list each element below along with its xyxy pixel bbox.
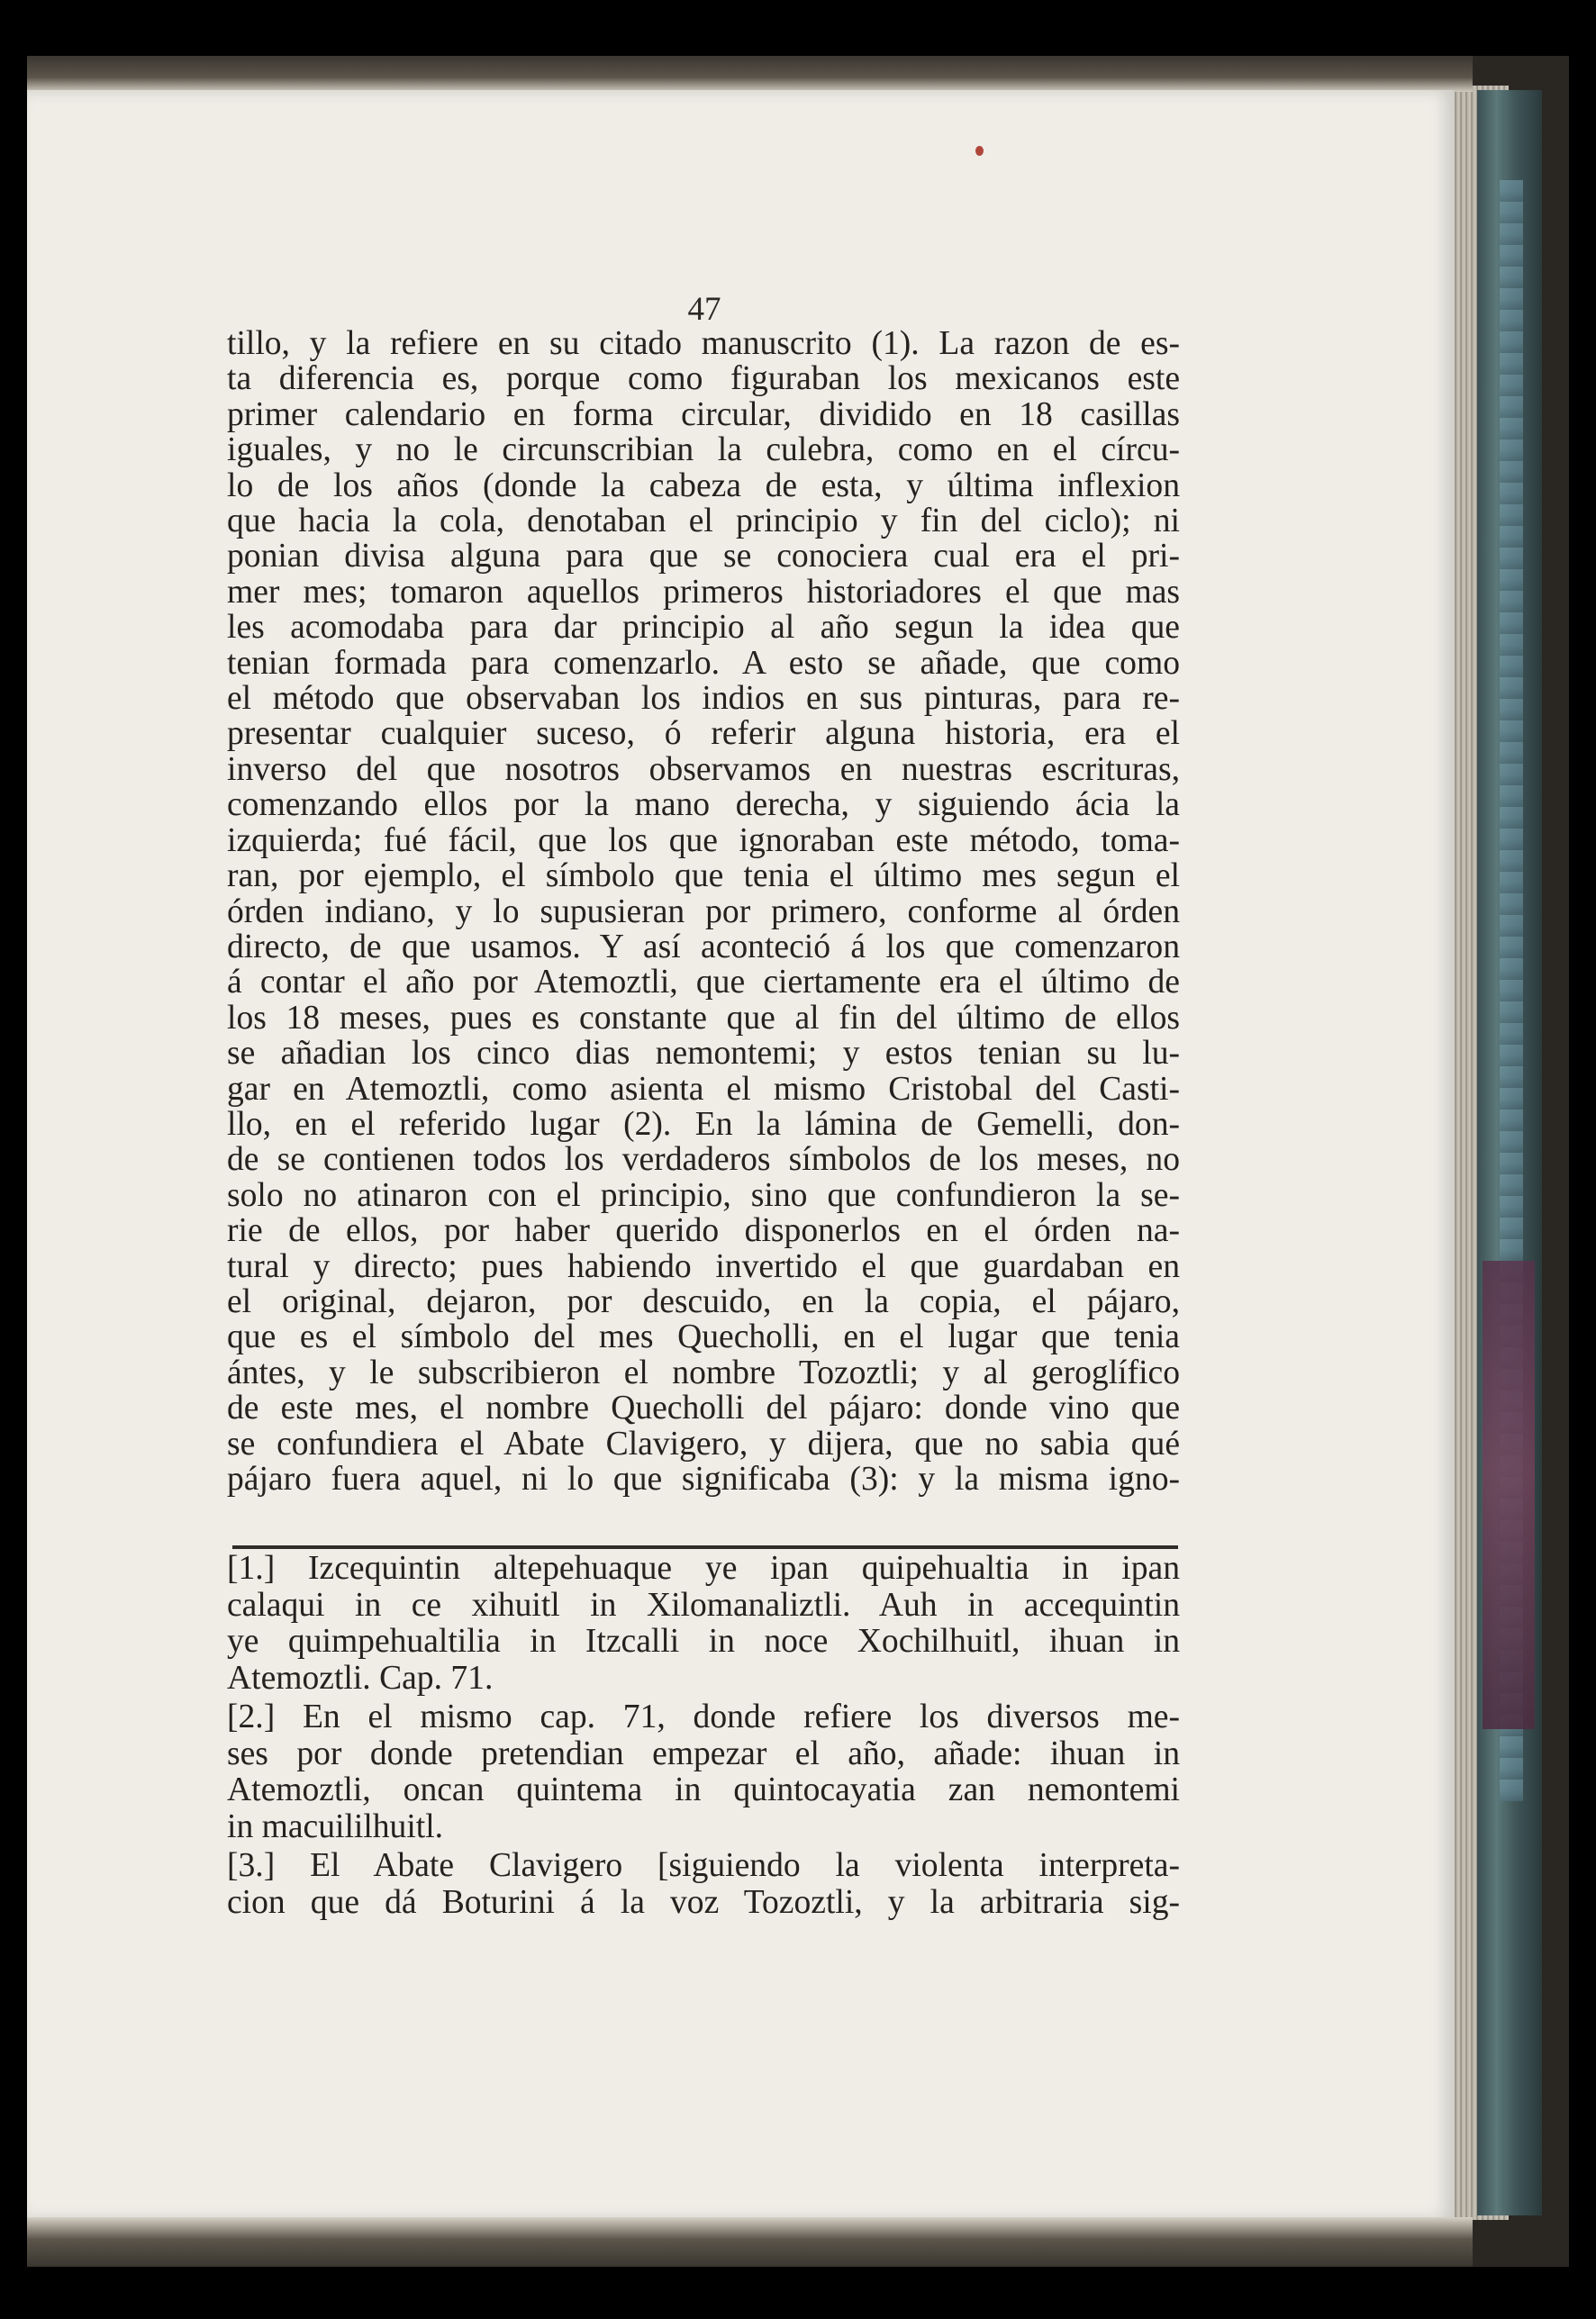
- body-line: órden indiano, y lo supusieran por primero, conforme al órden: [227, 892, 1180, 930]
- body-line: á contar el año por Atemoztli, que ciertamente era el último de: [227, 964, 1180, 1001]
- footnote-3-line: cion que dá Boturini á la voz Tozoztli, y la arbitraria sig-: [227, 1883, 1180, 1921]
- body-line: ántes, y le subscribieron el nombre Tozoztli; y al geroglífico: [227, 1354, 1180, 1391]
- body-line: se confundiera el Abate Clavigero, y dijera, que no sabia qué: [227, 1425, 1180, 1463]
- body-line: comenzando ellos por la mano derecha, y siguiendo ácia la: [227, 786, 1180, 824]
- footnote-1-line: calaqui in ce xihuitl in Xilomanaliztli. Auh in accequintin: [227, 1586, 1180, 1624]
- body-line: inverso del que nosotros observamos en nuestras escrituras,: [227, 750, 1180, 788]
- page-number: 47: [687, 291, 721, 328]
- body-line: que es el símbolo del mes Quecholli, en el lugar que tenia: [227, 1318, 1180, 1356]
- body-line: mer mes; tomaron aquellos primeros historiadores el que mas: [227, 573, 1180, 611]
- page-bottom-edge: [27, 2217, 1473, 2267]
- body-line: el original, dejaron, por descuido, en la copia, el pájaro,: [227, 1282, 1180, 1320]
- footnote-2-line: Atemoztli, oncan quintema in quintocayatia zan nemontemi: [227, 1771, 1180, 1808]
- body-line: lo de los años (donde la cabeza de esta, y última inflexion: [227, 467, 1180, 504]
- footnote-1-line: ye quimpehualtilia in Itzcalli in noce Xochilhuitl, ihuan in: [227, 1623, 1180, 1660]
- body-line: tenian formada para comenzarlo. A esto se añade, que como: [227, 644, 1180, 682]
- body-line: ran, por ejemplo, el símbolo que tenia el último mes segun el: [227, 857, 1180, 895]
- body-line: tillo, y la refiere en su citado manuscrito (1). La razon de es-: [227, 325, 1180, 362]
- body-line: los 18 meses, pues es constante que al fin del último de ellos: [227, 999, 1180, 1037]
- footnote-1-line: [1.] Izcequintin altepehuaque ye ipan quipehualtia in ipan: [227, 1550, 1180, 1587]
- body-line: de este mes, el nombre Quecholli del pájaro: donde vino que: [227, 1390, 1180, 1427]
- body-line: ponian divisa alguna para que se conociera cual era el pri-: [227, 538, 1180, 575]
- body-line: iguales, y no le circunscribian la culebra, como en el círcu-: [227, 431, 1180, 469]
- body-line: pájaro fuera aquel, ni lo que significaba (3): y la misma igno-: [227, 1461, 1180, 1498]
- footnote-2-line: ses por donde pretendian empezar el año, añade: ihuan in: [227, 1735, 1180, 1772]
- body-line: primer calendario en forma circular, dividido en 18 casillas: [227, 395, 1180, 433]
- body-line: el método que observaban los indios en sus pinturas, para re-: [227, 680, 1180, 718]
- body-line: presentar cualquier suceso, ó referir alguna historia, era el: [227, 715, 1180, 753]
- body-line: izquierda; fué fácil, que los que ignoraban este método, toma-: [227, 821, 1180, 859]
- body-line: llo, en el referido lugar (2). En la lámina de Gemelli, don-: [227, 1105, 1180, 1143]
- ink-mark: [975, 146, 984, 156]
- body-line: les acomodaba para dar principio al año segun la idea que: [227, 609, 1180, 647]
- body-line: de se contienen todos los verdaderos símbolos de los meses, no: [227, 1141, 1180, 1179]
- footnotes: [227, 1545, 1180, 1921]
- body-line: se añadian los cinco dias nemontemi; y estos tenian su lu-: [227, 1035, 1180, 1073]
- footnote-2-line: [2.] En el mismo cap. 71, donde refiere los diversos me-: [227, 1698, 1180, 1735]
- body-line: ta diferencia es, porque como figuraban los mexicanos este: [227, 360, 1180, 398]
- footnote-3-line: [3.] El Abate Clavigero [siguiendo la violenta interpreta-: [227, 1847, 1180, 1884]
- body-line: que hacia la cola, denotaban el principio y fin del ciclo); ni: [227, 503, 1180, 540]
- body-line: gar en Atemoztli, como asienta el mismo Cristobal del Casti-: [227, 1070, 1180, 1108]
- body-line: directo, de que usamos. Y así aconteció á los que comenzaron: [227, 928, 1180, 965]
- body-line: solo no atinaron con el principio, sino que confundieron la se-: [227, 1176, 1180, 1214]
- spine-band: [1483, 1261, 1535, 1729]
- body-line: rie de ellos, por haber querido disponerlos en el órden na-: [227, 1212, 1180, 1250]
- page-top-edge: [27, 56, 1473, 92]
- body-line: tural y directo; pues habiendo invertido el que guardaban en: [227, 1247, 1180, 1285]
- footnote-2-line: in macuililhuitl.: [227, 1807, 444, 1845]
- footnote-1-line: Atemoztli. Cap. 71.: [227, 1659, 494, 1697]
- body-text: [227, 326, 1180, 1497]
